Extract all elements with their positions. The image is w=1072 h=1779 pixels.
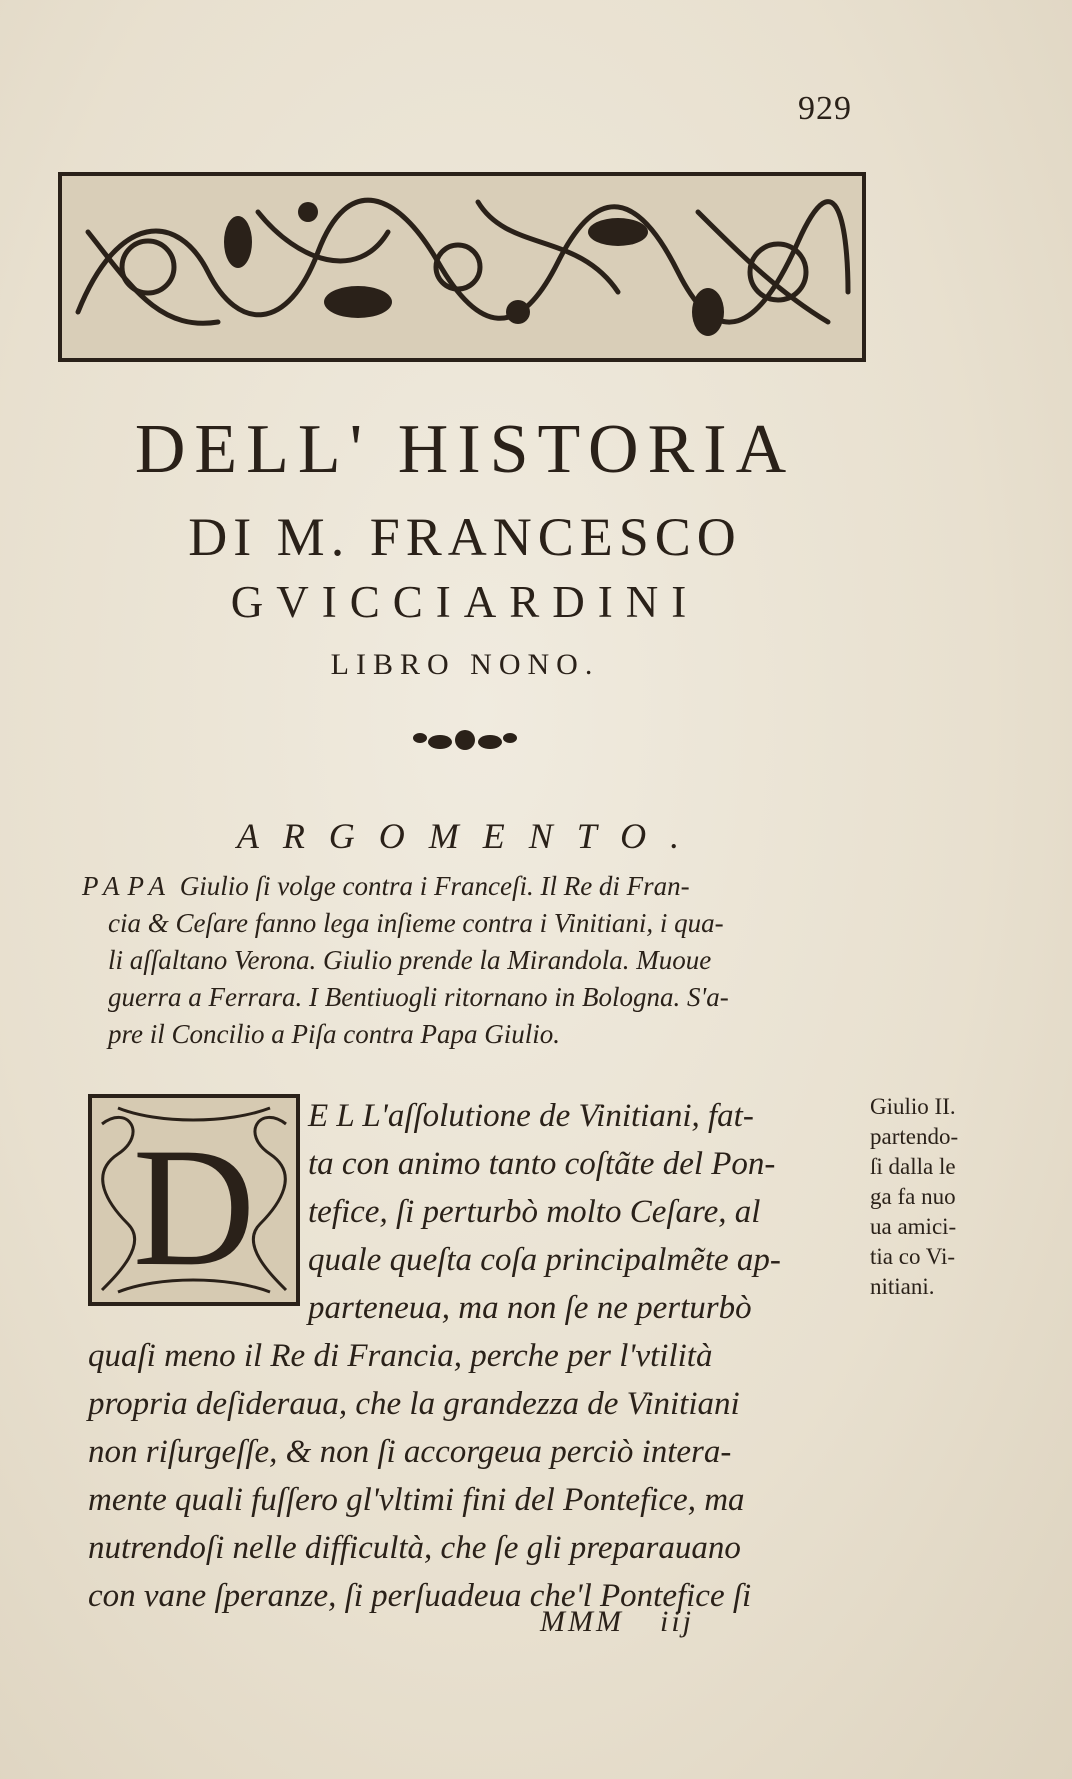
initial-letter: D [132,1113,256,1301]
body-line: con vane ſperanze, ſi perſuadeua che'l Pontefice ſi [88,1578,752,1614]
margin-note-line: ga fa nuo [870,1184,956,1209]
title-line-1: DELL' HISTORIA [134,411,796,488]
body-text-narrow [308,1092,781,1332]
argomento-lead-word: PAPA [82,871,174,901]
title-line-2: DI M. FRANCESCO [188,507,742,567]
margin-note-line: Giulio II. [870,1094,956,1119]
body-line: non riſurgeſſe, & non ſi accorgeua perciò intera- [88,1434,732,1470]
page-number: 929 [798,90,852,127]
margin-note-line: ſi dalla le [870,1154,956,1179]
signature-number: iij [659,1605,694,1638]
margin-note-line: nitiani. [870,1274,935,1299]
argomento-line: guerra a Ferrara. I Bentiuogli ritornano in Bologna. S'a- [108,982,729,1012]
signature-mark [540,1605,694,1639]
margin-note-line: ua amici- [870,1214,957,1239]
argomento-line: cia & Ceſare fanno lega inſieme contra i Vinitiani, i qua- [108,908,724,938]
body-line: ta con animo tanto coſtãte del Pon- [308,1146,776,1182]
body-line: quaſi meno il Re di Francia, perche per l'vtilità [88,1338,713,1374]
body-text-wide [88,1332,751,1620]
body-line: parteneua, ma non ſe ne perturbò [308,1290,752,1326]
margin-note [870,1092,1030,1302]
decorated-initial [88,1094,300,1306]
title-line-4: LIBRO NONO. [330,648,600,681]
body-line: propria deſideraua, che la grandezza de Vinitiani [88,1386,740,1422]
argomento-heading: ARGOMENTO. [236,816,704,856]
margin-note-line: partendo- [870,1124,959,1149]
fleuron-ornament [410,722,520,758]
body-line: tefice, ſi perturbò molto Ceſare, al [308,1194,761,1230]
argomento-line: li aſſaltano Verona. Giulio prende la Mirandola. Muoue [108,945,712,975]
body-line: nutrendoſi nelle difficultà, che ſe gli preparauano [88,1530,741,1566]
body-line: E L L'aſſolutione de Vinitiani, fat- [308,1098,754,1134]
body-line: quale queſta coſa principalmẽte ap- [308,1242,781,1278]
argomento-summary [82,868,872,1053]
ornamental-headpiece [58,172,866,362]
argomento-line: Giulio ſi volge contra i Franceſi. Il Re di Fran- [173,871,690,901]
argomento-line: pre il Concilio a Piſa contra Papa Giulio. [108,1019,560,1049]
body-line: mente quali fuſſero gl'vltimi fini del Pontefice, ma [88,1482,745,1518]
signature-letters: MMM [540,1605,624,1638]
title-line-3: GVICCIARDINI [230,577,700,627]
margin-note-line: tia co Vi- [870,1244,956,1269]
